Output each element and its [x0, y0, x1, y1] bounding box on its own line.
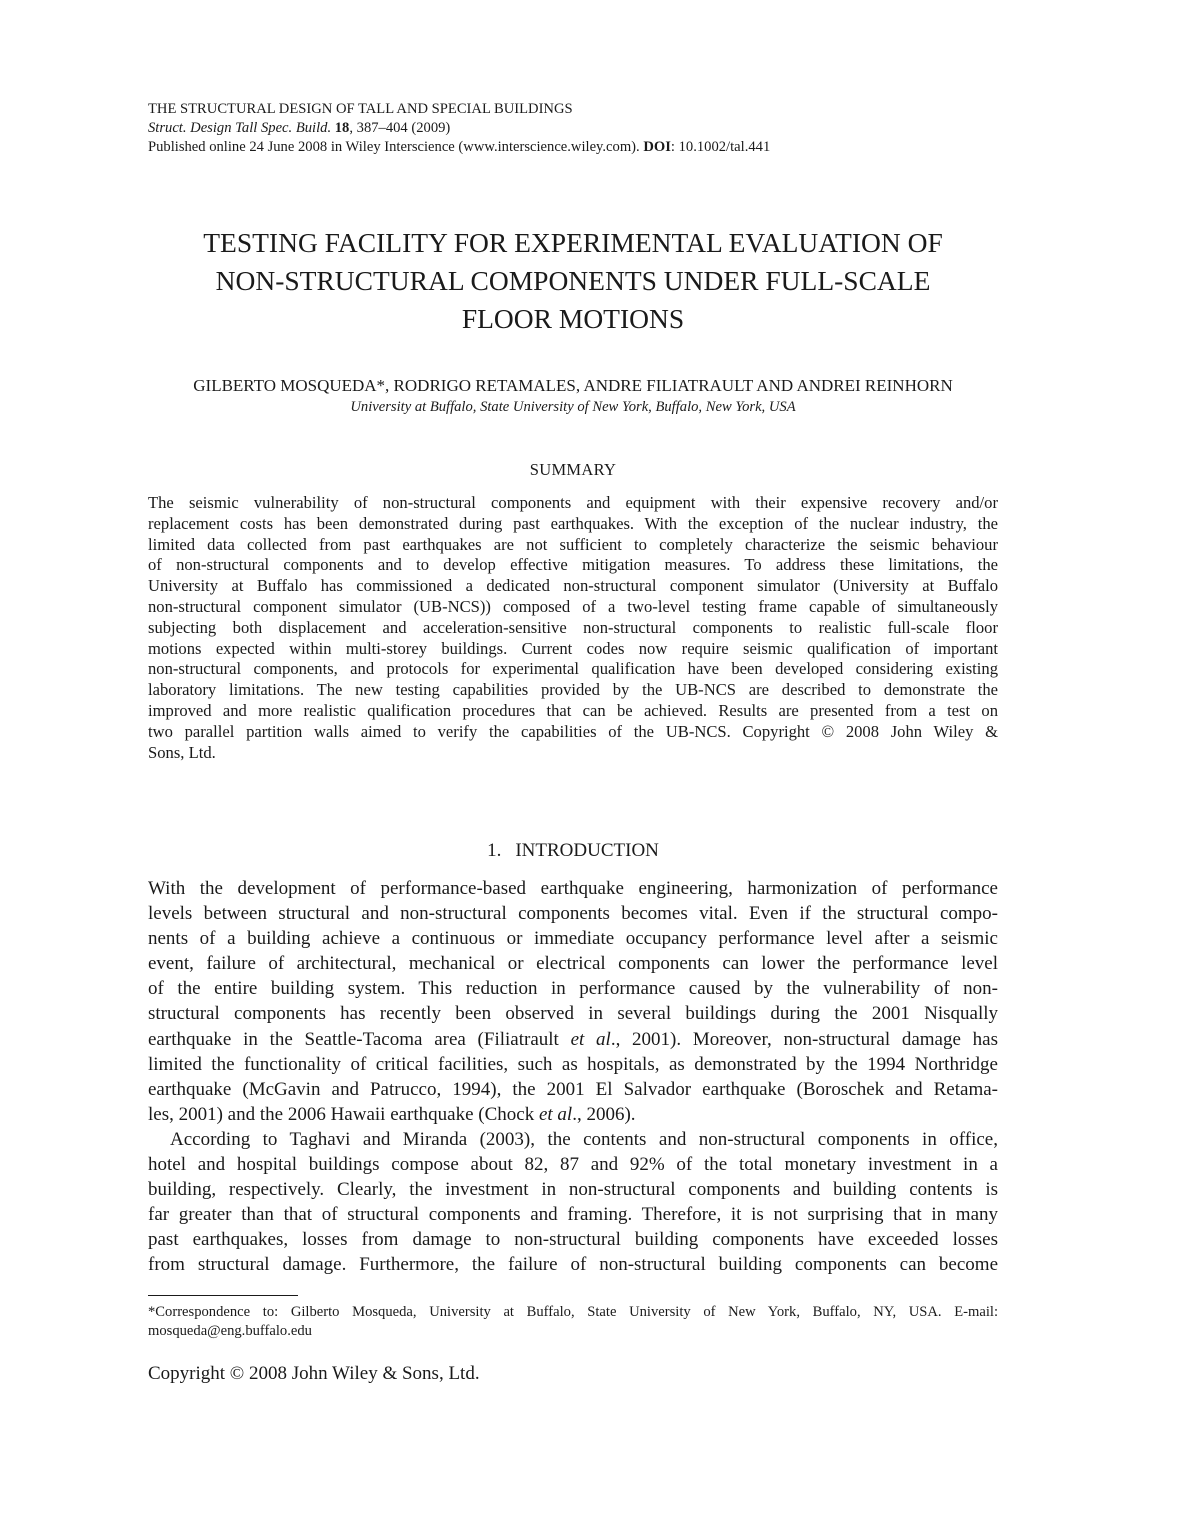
footnote-line: *Correspondence to: Gilberto Mosqueda, University at Buffalo, State University of New York, Buffalo, NY, USA. E-mail: [148, 1304, 998, 1320]
body-line [148, 1027, 998, 1052]
citation-volume: 18 [334, 120, 350, 136]
body-line: far greater than that of structural components and framing. Therefore, it is not surprising that in many [148, 1204, 998, 1226]
abstract-line: limited data collected from past earthquakes are not sufficient to completely characterize the seismic behaviour [148, 534, 998, 554]
abstract [148, 493, 998, 763]
citation-abbrev: Struct. Design Tall Spec. Build. [148, 120, 332, 136]
et-al-italic: et al [538, 1103, 573, 1125]
abstract-line: University at Buffalo has commissioned a dedicated non-structural component simulator (University at Buffalo [148, 576, 998, 596]
abstract-line: improved and more realistic qualification procedures that can be achieved. Results are presented from a test on [148, 700, 998, 720]
title-line: TESTING FACILITY FOR EXPERIMENTAL EVALUATION OF [203, 227, 943, 258]
body-line: limited the functionality of critical facilities, such as hospitals, as demonstrated by the 1994 Northridge [148, 1053, 998, 1075]
introduction-body [148, 876, 998, 1278]
section-title: INTRODUCTION [515, 840, 659, 861]
doi-label: DOI [643, 139, 671, 155]
abstract-line: The seismic vulnerability of non-structural components and equipment with their expensive recovery and/or [148, 493, 998, 512]
body-line: earthquake (McGavin and Patrucco, 1994), the 2001 El Salvador earthquake (Boroschek and Retama- [148, 1078, 998, 1100]
published-line: Published online 24 June 2008 in Wiley Interscience (www.interscience.wiley.com). [148, 139, 644, 155]
publication-info [148, 138, 998, 157]
article-title [148, 224, 998, 338]
body-line: levels between structural and non-structural components becomes vital. Even if the structural compo- [148, 903, 998, 925]
citation-pages-year: , 387–404 (2009) [349, 120, 451, 136]
correspondence-footnote [148, 1303, 998, 1340]
copyright-notice: Copyright © 2008 John Wiley & Sons, Ltd. [148, 1363, 480, 1384]
body-line: building, respectively. Clearly, the investment in non-structural components and building contents is [148, 1179, 998, 1201]
body-line: nents of a building achieve a continuous or immediate occupancy performance level after a seismic [148, 928, 998, 950]
section-number: 1. [487, 840, 502, 861]
body-text-run: ., 2001). Moreover, non-structural damage has [610, 1028, 998, 1050]
body-line: hotel and hospital buildings compose about 82, 87 and 92% of the total monetary investment in a [148, 1154, 998, 1176]
doi-value: : 10.1002/tal.441 [670, 139, 771, 155]
body-text-run: ., 2006). [572, 1103, 636, 1125]
body-line: According to Taghavi and Miranda (2003), the contents and non-structural components in office, [170, 1128, 998, 1150]
abstract-line: of non-structural components and to develop effective mitigation measures. To address these limitations, the [148, 555, 998, 575]
body-line: structural components has recently been observed in several buildings during the 2001 Nisqually [148, 1003, 998, 1025]
footnote-divider [148, 1295, 298, 1296]
body-line: With the development of performance-based earthquake engineering, harmonization of performance [148, 878, 998, 899]
journal-header [148, 100, 998, 157]
et-al-italic: et al [570, 1028, 611, 1050]
body-line [148, 1102, 998, 1127]
title-line: FLOOR MOTIONS [461, 303, 685, 334]
journal-citation [148, 119, 998, 138]
abstract-line: replacement costs has been demonstrated during past earthquakes. With the exception of the nuclear industry, the [148, 513, 998, 533]
abstract-line: non-structural components, and protocols for experimental qualification have been developed considering existing [148, 659, 998, 679]
abstract-line: Sons, Ltd. [148, 742, 216, 762]
section-heading-introduction [148, 839, 998, 863]
body-line: past earthquakes, losses from damage to non-structural building components have exceeded losses [148, 1229, 998, 1251]
abstract-line: motions expected within multi-storey buildings. Current codes now require seismic qualification of important [148, 638, 998, 658]
abstract-line: two parallel partition walls aimed to verify the capabilities of the UB-NCS. Copyright © 2008 John Wiley & [148, 721, 998, 741]
summary-heading: SUMMARY [529, 460, 617, 479]
body-line: event, failure of architectural, mechanical or electrical components can lower the performance level [148, 953, 998, 975]
journal-name: THE STRUCTURAL DESIGN OF TALL AND SPECIAL BUILDINGS [148, 101, 573, 117]
abstract-line: laboratory limitations. The new testing capabilities provided by the UB-NCS are described to demonstrate the [148, 680, 998, 700]
abstract-line: subjecting both displacement and acceleration-sensitive non-structural components to realistic full-scale floor [148, 617, 998, 637]
author-affiliation: University at Buffalo, State University of New York, Buffalo, New York, USA [350, 399, 796, 415]
body-text-run: les, 2001) and the 2006 Hawaii earthquake (Chock [148, 1103, 539, 1125]
title-line: NON-STRUCTURAL COMPONENTS UNDER FULL-SCALE [215, 265, 931, 296]
body-line: from structural damage. Furthermore, the failure of non-structural building components can become [148, 1254, 998, 1276]
body-text-run: earthquake in the Seattle-Tacoma area (Filiatrault [148, 1028, 571, 1050]
abstract-line: non-structural component simulator (UB-NCS)) composed of a two-level testing frame capable of simultaneously [148, 596, 998, 616]
footnote-line: mosqueda@eng.buffalo.edu [148, 1322, 312, 1339]
author-list: GILBERTO MOSQUEDA*, RODRIGO RETAMALES, ANDRE FILIATRAULT AND ANDREI REINHORN [193, 376, 953, 395]
body-line: of the entire building system. This reduction in performance caused by the vulnerability of non- [148, 978, 998, 1000]
